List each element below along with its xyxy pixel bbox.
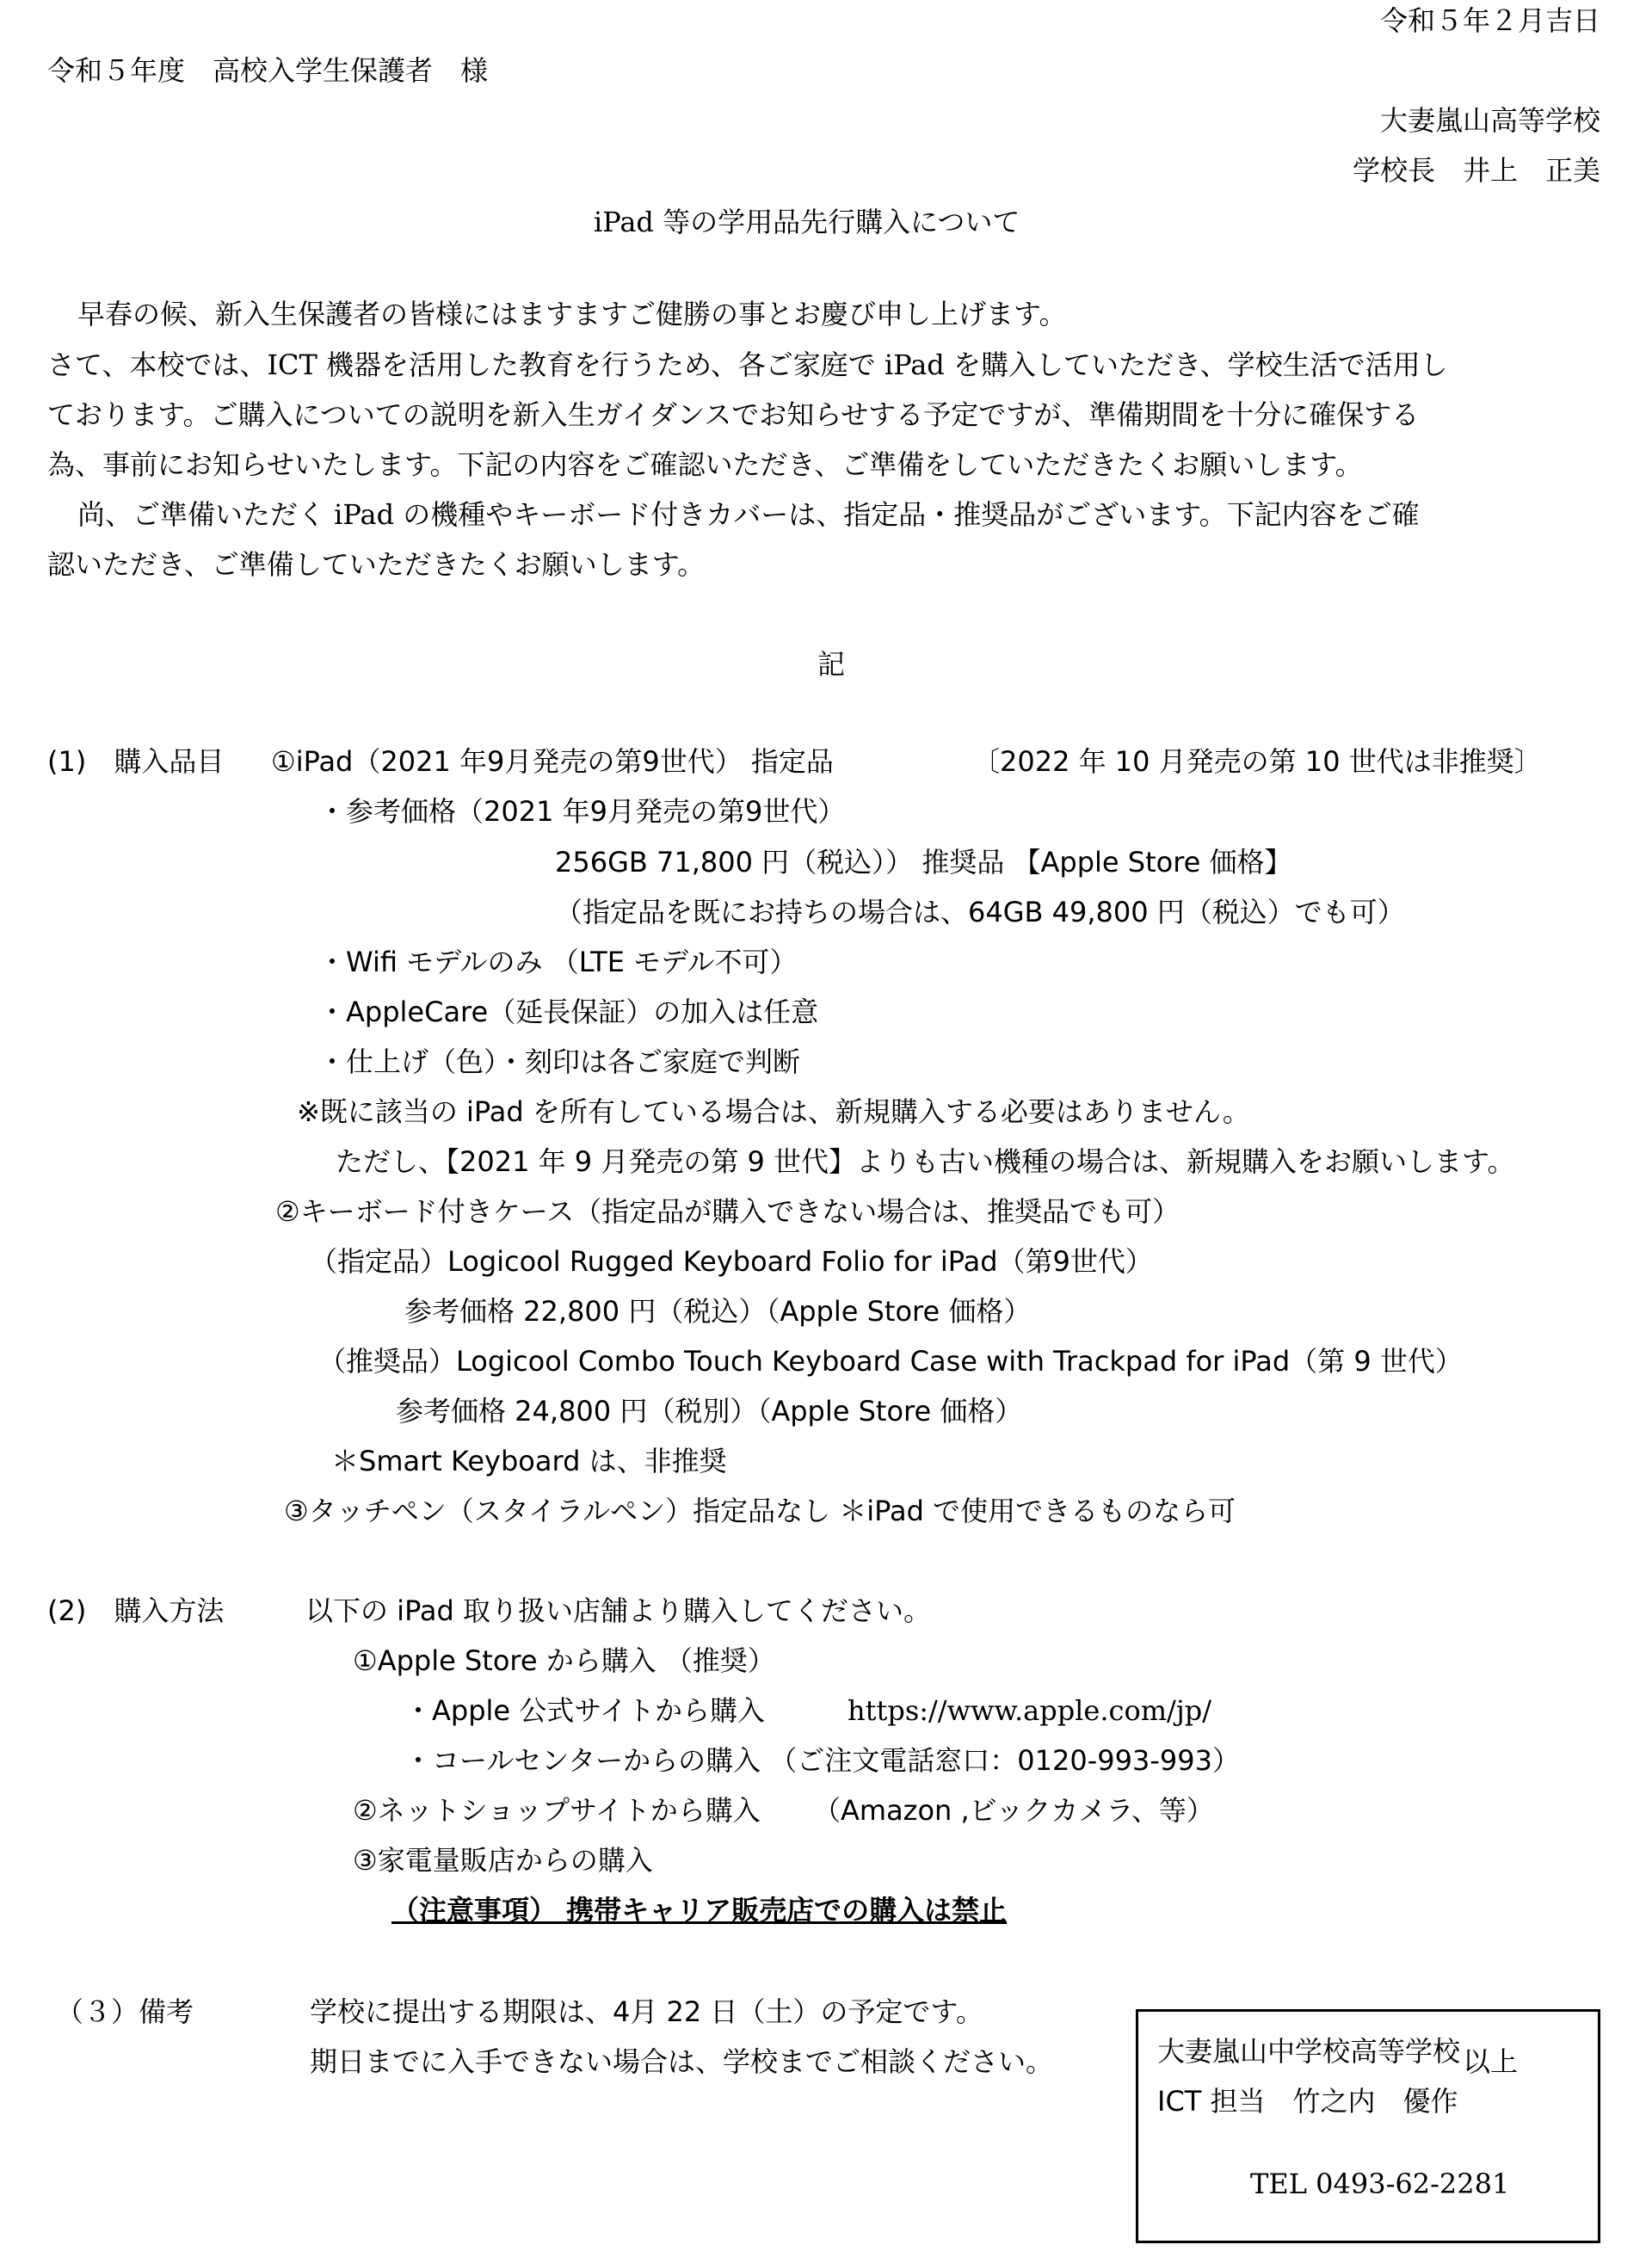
addressee: 令和５年度 高校入学生保護者 様 [47, 54, 489, 87]
section-3-line-2: 期日までに入手できない場合は、学校までご相談ください。 [310, 2045, 1054, 2078]
paragraph-2-line-1: さて、本校では、ICT 機器を活用した教育を行うため、各ご家庭で iPad を購入していただき、学校生活で活用し [47, 348, 1448, 381]
keyboard-recommended-price: 参考価格 24,800 円（税別）（Apple Store 価格） [396, 1395, 1023, 1427]
call-center-option: ・コールセンターからの購入 （ご注文電話窓口：0120-993-993） [404, 1744, 1240, 1777]
apple-website-option: ・Apple 公式サイトから購入 [404, 1694, 766, 1727]
keyboard-recommended: （推奨品）Logicool Combo Touch Keyboard Case with Trackpad for iPad（第 9 世代） [318, 1345, 1463, 1378]
reference-price-alt: （指定品を既にお持ちの場合は、64GB 49,800 円（税込）でも可） [555, 896, 1405, 928]
paragraph-3-line-2: 認いただき、ご準備していただきたくお願いします。 [47, 548, 706, 581]
section-3-label: （３）備考 [56, 1995, 194, 2028]
existing-ipad-note: ※既に該当の iPad を所有している場合は、新規購入する必要はありません。 [297, 1095, 1250, 1128]
purchase-option-1: ①Apple Store から購入 （推奨） [353, 1644, 775, 1677]
older-model-note: ただし、【2021 年 9 月発売の第 9 世代】よりも古い機種の場合は、新規購入をお願いします。 [336, 1145, 1515, 1178]
paragraph-2-line-2: ております。ご購入についての説明を新入生ガイダンスでお知らせする予定ですが、準備期間を十分に確保する [47, 398, 1420, 431]
keyboard-designated: （指定品）Logicool Rugged Keyboard Folio for iPad（第9世代） [310, 1245, 1153, 1278]
paragraph-3-line-1: 尚、ご準備いただく iPad の機種やキーボード付きカバーは、指定品・推奨品がございます。下記内容をご確 [77, 498, 1420, 531]
section-2-label: (2) 購入方法 [47, 1594, 225, 1627]
keyboard-designated-price: 参考価格 22,800 円（税込）（Apple Store 価格） [404, 1295, 1032, 1328]
reference-price-label: ・参考価格（2021 年9月発売の第9世代） [318, 795, 846, 828]
contact-box [1136, 2009, 1600, 2243]
closing-ijo: 以上 [1463, 2045, 1519, 2078]
section-1-item-1-note: 〔2022 年 10 月発売の第 10 世代は非推奨〕 [972, 745, 1542, 778]
smart-keyboard-note: ＊Smart Keyboard は、非推奨 [331, 1445, 727, 1477]
date: 令和５年２月吉日 [1379, 4, 1600, 37]
document-title: iPad 等の学用品先行購入について [594, 206, 1020, 238]
section-3-line-1: 学校に提出する期限は、4月 22 日（土）の予定です。 [310, 1995, 983, 2028]
contact-person: ICT 担当 竹之内 優作 [1157, 2085, 1458, 2118]
wifi-requirement: ・Wifi モデルのみ （LTE モデル不可） [318, 946, 798, 978]
section-1-item-1: ①iPad（2021 年9月発売の第9世代） 指定品 [271, 745, 834, 778]
applecare-note: ・AppleCare（延長保証）の加入は任意 [318, 996, 819, 1028]
sender-school: 大妻嵐山高等学校 [1379, 104, 1600, 137]
contact-tel: TEL 0493-62-2281 [1250, 2167, 1510, 2200]
purchase-option-3: ③家電量販店からの購入 [353, 1844, 653, 1877]
finish-note: ・仕上げ（色）・刻印は各ご家庭で判断 [318, 1045, 801, 1078]
caution-note: （注意事項） 携帯キャリア販売店での購入は禁止 [391, 1894, 1008, 1927]
contact-school: 大妻嵐山中学校高等学校 [1157, 2035, 1461, 2068]
ki-heading: 記 [817, 648, 846, 681]
section-1-label: (1) 購入品目 [47, 745, 225, 778]
sender-principal: 学校長 井上 正美 [1352, 154, 1600, 187]
apple-url: https://www.apple.com/jp/ [848, 1694, 1212, 1727]
section-1-item-3: ③タッチペン（スタイラルペン）指定品なし ＊iPad で使用できるものなら可 [284, 1495, 1236, 1527]
purchase-option-2-note: （Amazon ,ビックカメラ、等） [813, 1794, 1214, 1827]
paragraph-2-line-3: 為、事前にお知らせいたします。下記の内容をご確認いただき、ご準備をしていただきたくお願いします。 [47, 448, 1363, 481]
purchase-option-2: ②ネットショップサイトから購入 [353, 1794, 761, 1827]
section-2-intro: 以下の iPad 取り扱い店舗より購入してください。 [305, 1594, 932, 1627]
section-1-item-2: ②キーボード付きケース（指定品が購入できない場合は、推奨品でも可） [275, 1195, 1180, 1228]
paragraph-1: 早春の候、新入生保護者の皆様にはますますご健勝の事とお慶び申し上げます。 [77, 298, 1067, 330]
reference-price-line: 256GB 71,800 円（税込）） 推奨品 【Apple Store 価格】 [555, 846, 1292, 879]
